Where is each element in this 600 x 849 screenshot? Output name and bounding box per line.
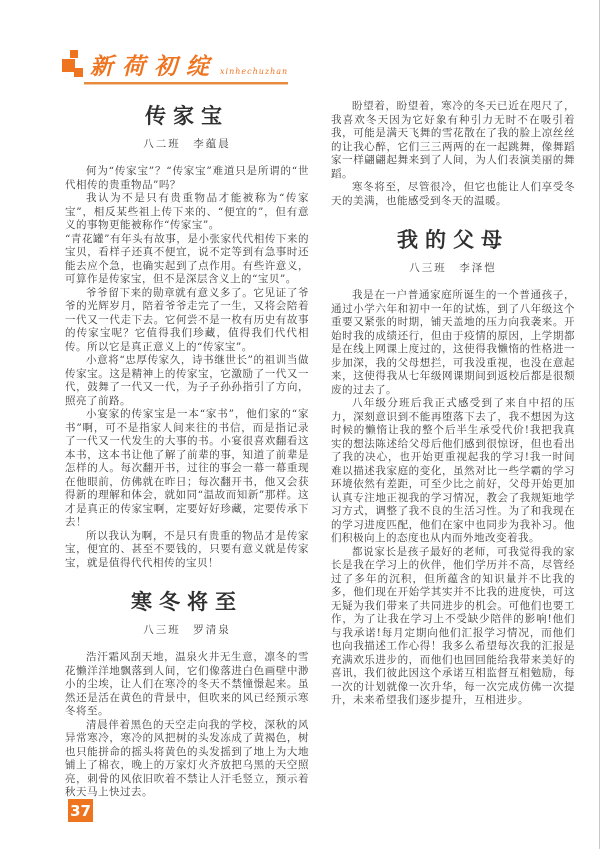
article-paragraph: 八年级分班后我正式感受到了来自中招的压力，深刻意识到不能再堕落下去了，我不想因为这时候的懒惰让我的整个后半生承受代价!我把我真实的想法陈述给父母后他们感到很惊讶，但也看出了我的决心，也开始更重视起我的学习!我一时间难以描述我家庭的变化，虽然对比一些学霸的学习环境依然有差距，可至少比之前好，父母开始更加认真专注地正视我的学习情况，教会了我规矩地学习方式，调整了我不良的生活习性。为了和我现在的学习进度匹配，他们在家中也同步为我补习。他们积极向上的态度也从内而外地改变着我。	[331, 397, 575, 544]
brand-title: 新荷初绽	[90, 53, 218, 80]
article-paragraph: 浩汗霜风刮天地，温泉火井无生意，凛冬的雪花懒洋洋地飘落到人间，它们像落进白色画壁中渺小的尘埃，让人们在寒冷的冬天不禁憧憬起来。虽然还是活在黄色的背景中，但吹来的风已经预示寒冬将至。	[65, 651, 309, 717]
article-paragraph: 小意将“忠厚传家久，诗书继世长”的祖训当做传家宝。这是精神上的传家宝，它激励了一代又一代，鼓舞了一代又一代，为子子孙孙指引了方向，照亮了前路。	[65, 354, 309, 407]
article-paragraph: 寒冬将至，尽管很冷，但它也能让人们享受冬天的美满，也能感受到冬天的温暖。	[331, 181, 575, 207]
brand-subtitle: xinhechuzhan	[220, 67, 289, 76]
article-byline: 八三班 罗清泉	[143, 624, 231, 636]
article-paragraph: 我认为不是只有贵重物品才能被称为“传家宝”，相反某些祖上传下来的、“便宜的”，但有意义的事物更能被称作“传家宝”。	[65, 192, 309, 231]
brand-logo-icon	[62, 50, 86, 80]
article-paragraph: 所以我认为啊，不是只有贵重的物品才是传家宝，便宜的、甚至不要钱的，只要有意义就是传家宝，就是值得代代相传的宝贝！	[65, 529, 309, 569]
article-paragraph: 盼望着，盼望着，寒冷的冬天已近在咫尺了，我喜欢冬天因为它好象有种引力无时不在吸引着我，可能是满天飞舞的雪花散在了我的脸上凉丝丝的让我心醉，它们三三两两的在一起跳舞，像舞蹈家一样翩翩起舞来到了人间，为人们表演美丽的舞蹈。	[331, 100, 575, 180]
article-paragraph: 清晨伴着黑色的天空走向我的学校，深秋的风异常寒冷，寒冷的风把树的头发冻成了黄褐色，树也只能拼命的摇头将黄色的头发摇到了地上为大地铺上了棉衣，晚上的万家灯火齐放把乌黑的天空照亮，刺骨的风依旧吹着不禁让人汗毛竖立，预示着秋天马上快过去。	[65, 718, 309, 798]
article-wodefumu	[331, 224, 575, 708]
article-paragraph: 都说家长是孩子最好的老师，可我觉得我的家长是我在学习上的伙伴，他们学历并不高，尽管经过了多年的沉积，但所蕴含的知识量并不比我的多，他们现在开始学其实并不比我的进度快，可这无疑为我们带来了共同进步的机会。可他们也要工作，为了让我在学习上不受缺少陪伴的影响!他们与我承诺!每月定期向他们汇报学习情况，而他们也向我描述工作心得！我多么希望每次我的汇报是充满欢乐进步的，而他们也回回能给我带来美好的喜讯，我们彼此因这个承诺互相监督互相勉励，每一次的计划就像一次升华，每一次完成仿佛一次提升，未来希望我们逐步提升，互相进步。	[331, 545, 575, 706]
page-number: 37	[68, 799, 93, 822]
article-paragraph: 小宴家的传家宝是一本“家书”，他们家的“家书”啊，可不是指家人间来往的书信，而是指记录了一代又一代发生的大事的书。小宴很喜欢翻看这本书，这本书让他了解了前辈的事，知道了前辈是怎样的人。每次翻开书，过往的事会一幕一幕重现在他眼前，仿佛就在昨日；每次翻开书，他又会获得新的理解和体会，就如同“温故而知新”那样。这才是真正的传家宝啊，定要好好珍藏，定要传承下去！	[65, 408, 309, 528]
article-paragraph: “青花罐”有年头有故事，是小张家代代相传下来的宝贝，看样子还真不便宜，说不定等到有急事时还能去应个急，也确实起到了点作用。有些许意义，可算作是传家宝，但不是深层含义上的“宝贝”。	[65, 232, 309, 285]
article-title: 传家宝	[145, 103, 229, 128]
article-paragraph: 何为“传家宝”？“传家宝”难道只是所谓的“世代相传的贵重物品”吗？	[65, 165, 309, 191]
article-byline: 八二班 李蕴晨	[143, 138, 231, 150]
article-chuanjiabao	[65, 100, 309, 570]
article-paragraph: 我是在一户普通家庭所诞生的一个普通孩子，通过小学六年和初中一年的试炼，到了八年级这个重要又紧张的时期，铺天盖地的压力向我袭来。开始时我的成绩还行，但由于疫情的原因，上学期都是在线上网课上度过的，这使得我懒惰的性格进一步加深，我的父母想拦，可我没重视，也没在意起来，这使得我从七年级网课期间到返校后都是很颓废的过去了。	[331, 289, 575, 396]
article-title: 寒冬将至	[131, 589, 243, 614]
article-byline: 八三班 李泽恺	[409, 262, 497, 274]
header-underline	[84, 82, 288, 85]
page-body	[65, 100, 575, 812]
article-paragraph: 爷爷留下来的勋章就有意义多了。它见证了爷爷的光辉岁月，陪着爷爷走完了一生，又将会陪着一代又一代走下去。它何尝不是一枚有历史有故事的传家宝呢？它值得我们珍藏，值得我们代代相传。所以它是真正意义上的“传家宝”。	[65, 286, 309, 353]
page-header	[62, 48, 569, 90]
article-title: 我的父母	[397, 227, 509, 252]
